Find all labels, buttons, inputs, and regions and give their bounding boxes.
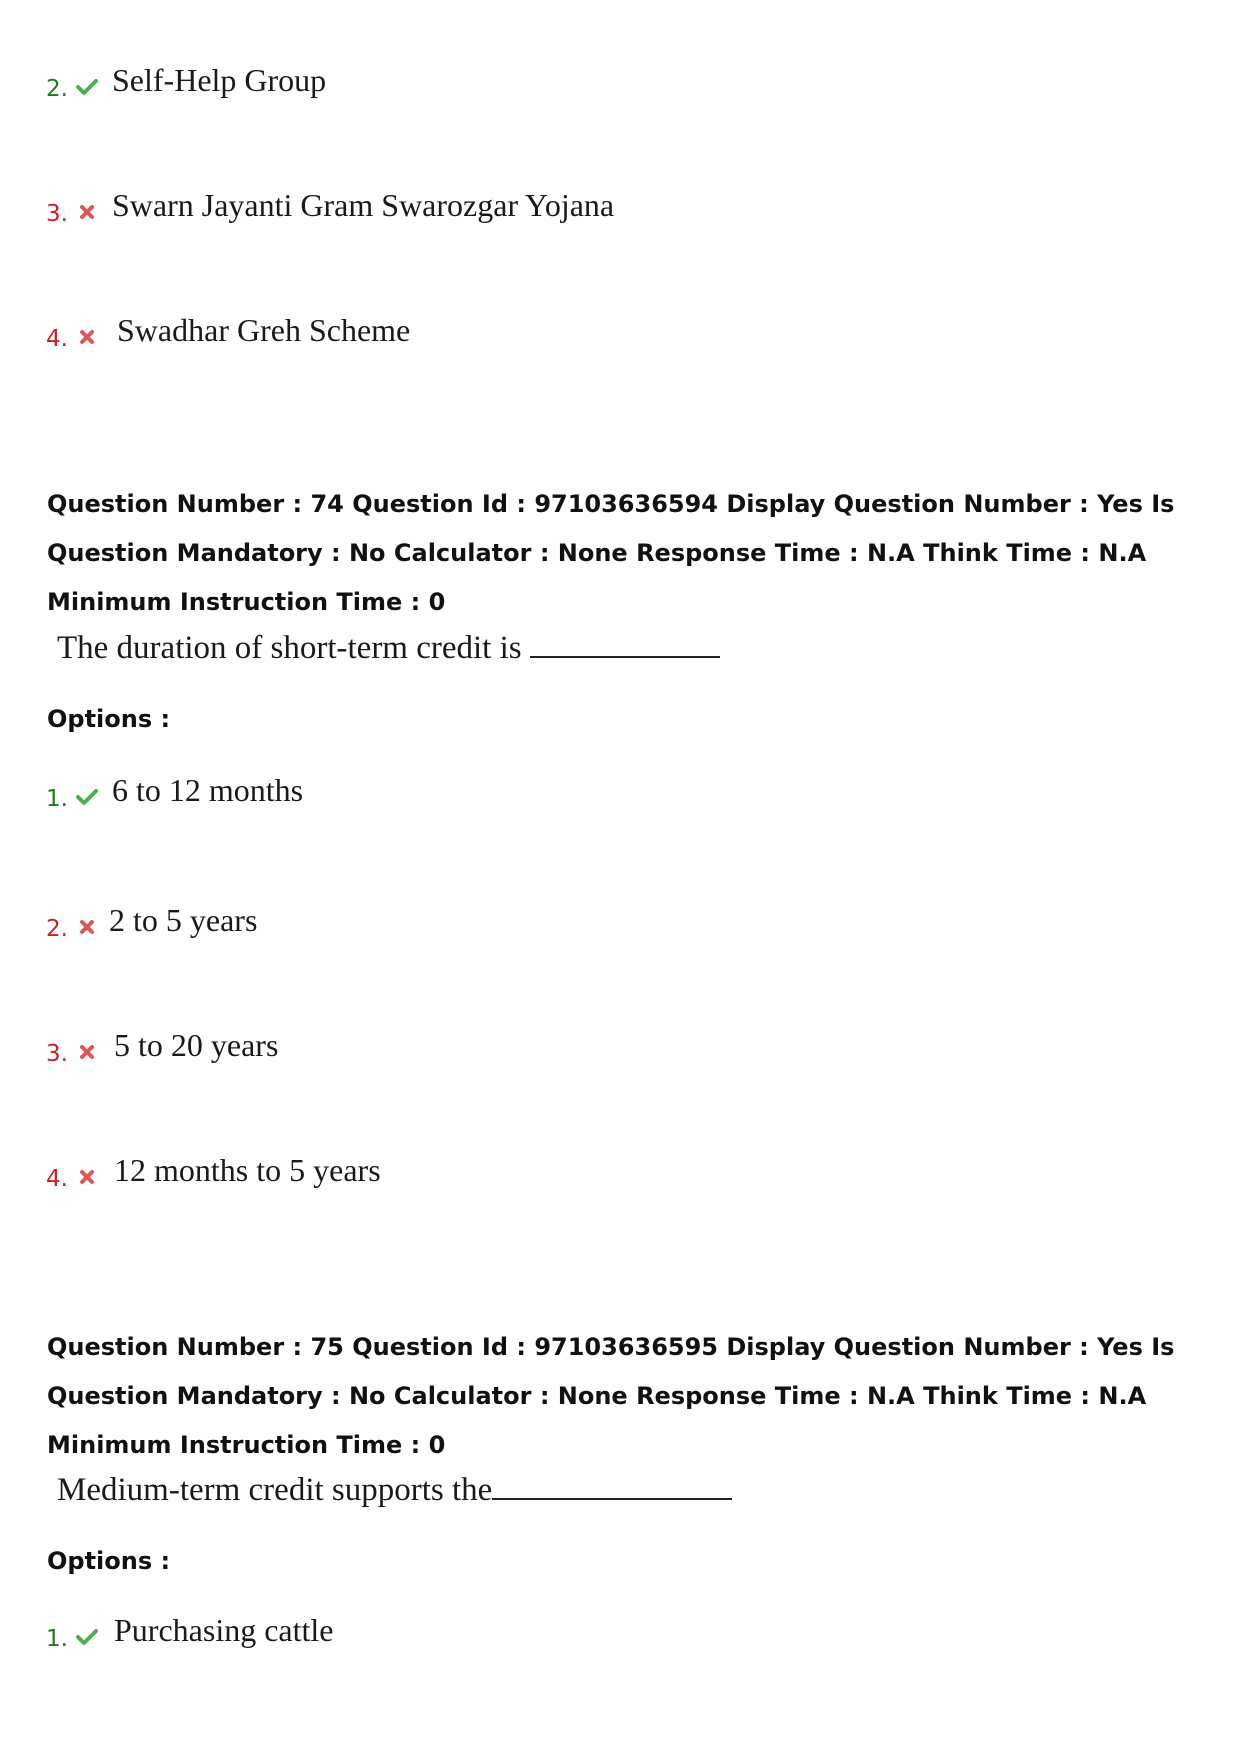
options-label: Options : [47,705,171,733]
cross-icon [74,1169,100,1185]
option-item [46,1140,381,1200]
answer-blank [530,632,720,658]
question-meta: Question Number : 75 Question Id : 97103636595 Display Question Number : Yes Is Question Mandatory : No Calculator : None Response Time : N.A Think Time : N.A Minimum Instruction Time : 0 [47,1333,1175,1459]
cross-icon [74,204,100,220]
option-number: 2. [46,916,68,942]
option-text: Purchasing cattle [114,1611,334,1648]
option-item [46,890,257,950]
question-text [57,630,720,667]
option-number: 3. [46,1041,68,1067]
option-item [46,1600,333,1660]
option-number: 4. [46,326,68,352]
option-number: 4. [46,1166,68,1192]
option-text: 12 months to 5 years [114,1151,381,1188]
cross-icon [74,329,100,345]
option-number: 1. [46,1626,68,1652]
cross-icon [74,1044,100,1060]
question-text-content: The duration of short-term credit is [57,630,522,666]
option-item [46,1015,278,1075]
option-item [46,50,326,110]
check-icon [74,788,100,806]
option-text: 2 to 5 years [109,901,258,938]
check-icon [74,1628,100,1646]
answer-blank [492,1474,732,1500]
question-text-content: Medium-term credit supports the [57,1472,493,1508]
option-item [46,760,303,820]
question-meta: Question Number : 74 Question Id : 97103636594 Display Question Number : Yes Is Question Mandatory : No Calculator : None Response Time : N.A Think Time : N.A Minimum Instruction Time : 0 [47,490,1175,616]
option-text: Swadhar Greh Scheme [117,311,411,348]
option-text: Swarn Jayanti Gram Swarozgar Yojana [112,186,615,223]
option-item [46,175,614,235]
option-text: Self-Help Group [112,61,327,98]
question-text [57,1472,732,1509]
option-text: 5 to 20 years [114,1026,279,1063]
option-number: 2. [46,76,68,102]
option-number: 1. [46,786,68,812]
check-icon [74,78,100,96]
option-text: 6 to 12 months [112,771,304,808]
options-label: Options : [47,1547,171,1575]
option-number: 3. [46,201,68,227]
cross-icon [74,919,100,935]
option-item [46,300,410,360]
